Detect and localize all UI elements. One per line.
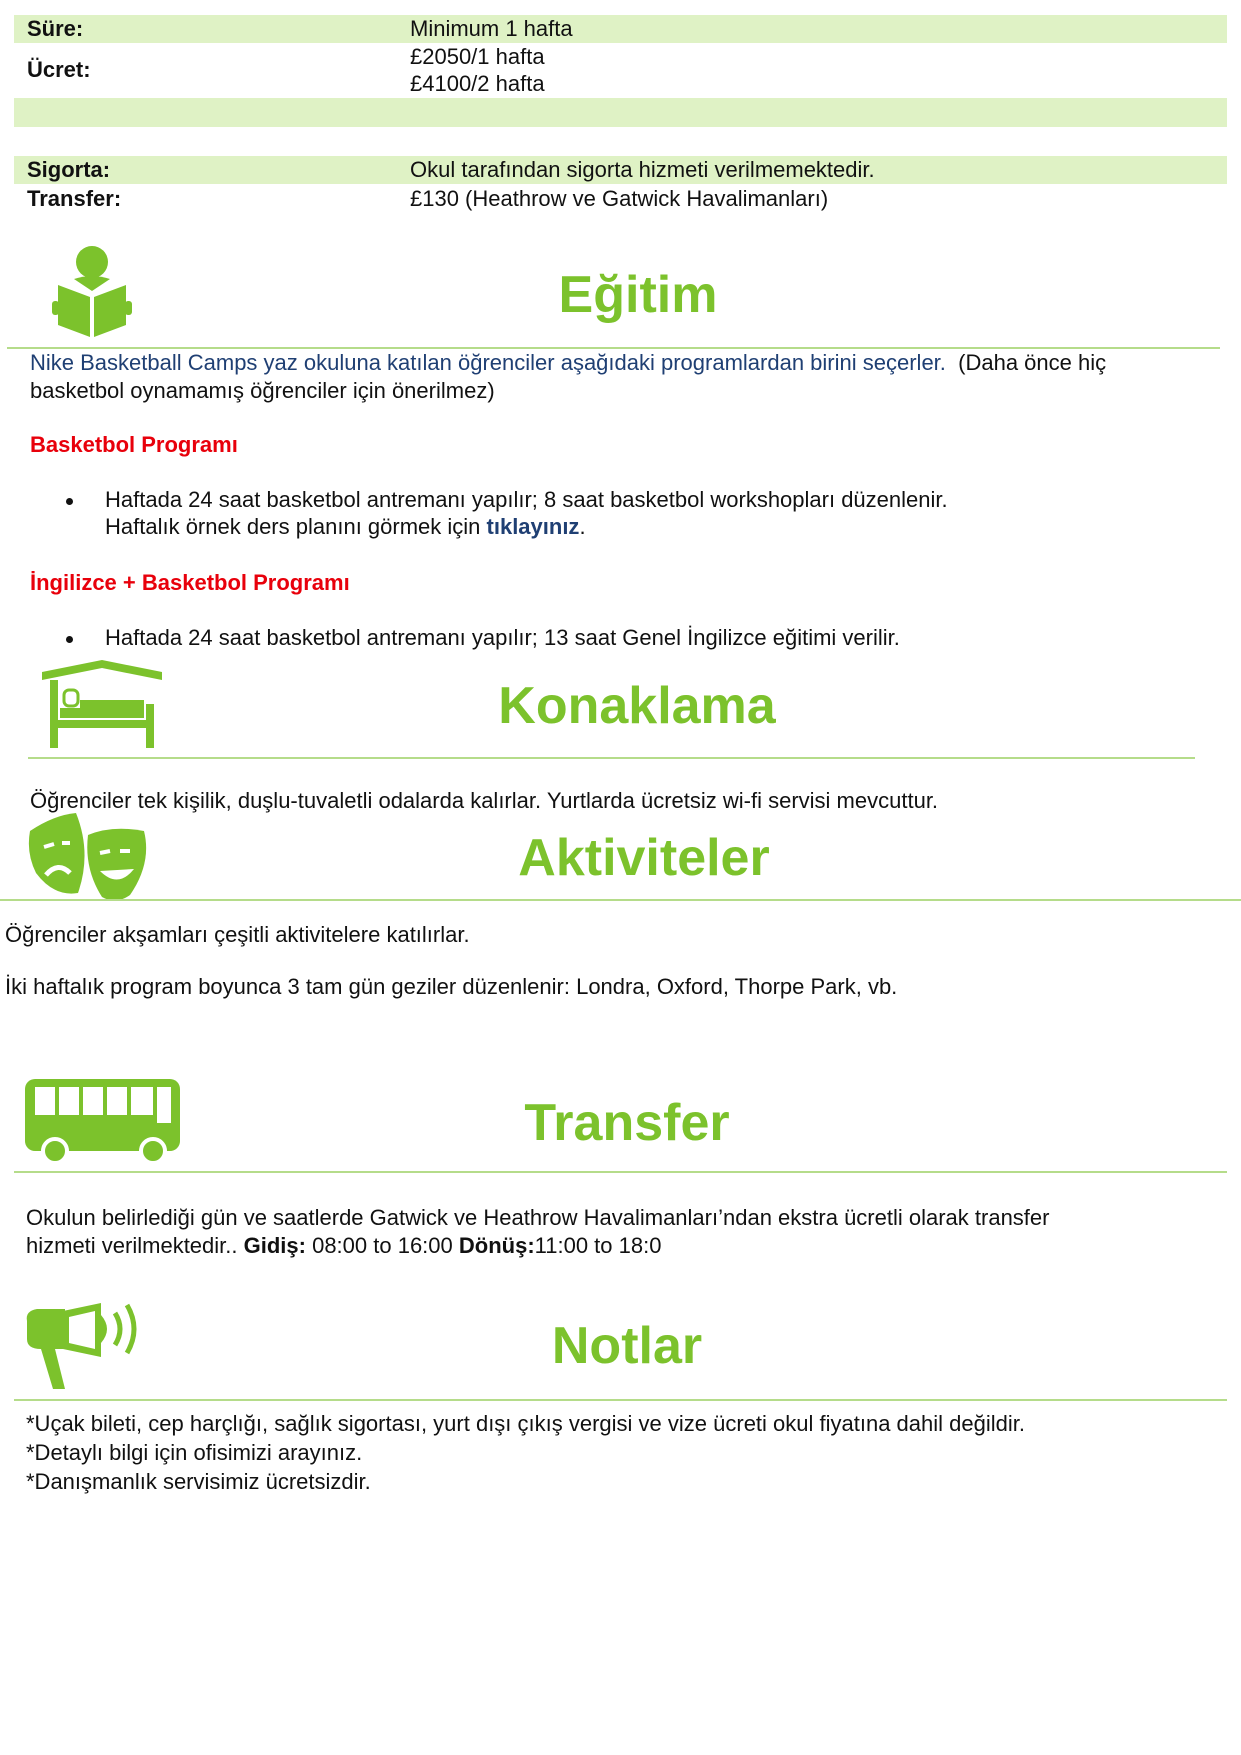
- fee-value-2: £4100/2 hafta: [410, 71, 545, 96]
- bullet-icon: [66, 636, 73, 643]
- return-value: 11:00 to 18:0: [534, 1233, 662, 1258]
- note-item: *Detaylı bilgi için ofisimizi arayınız.: [26, 1440, 363, 1465]
- transfer-value: £130 (Heathrow ve Gatwick Havalimanları): [410, 186, 829, 211]
- note-item: *Danışmanlık servisimiz ücretsizdir.: [26, 1469, 371, 1494]
- section-title-transfer: Transfer: [524, 1094, 730, 1152]
- intro-note: (Daha önce hiç: [958, 350, 1107, 375]
- program-heading: İngilizce + Basketbol Programı: [30, 570, 350, 595]
- program-detail: Haftada 24 saat basketbol antremanı yapılır; 8 saat basketbol workshopları düzenlenir.: [105, 487, 948, 512]
- duration-value: Minimum 1 hafta: [410, 16, 573, 41]
- bed-house-icon: [40, 660, 164, 750]
- departure-value: 08:00 to 16:00: [305, 1233, 459, 1258]
- megaphone-icon: [25, 1303, 143, 1389]
- section-title-accommodation: Konaklama: [498, 677, 776, 735]
- section-title-notes: Notlar: [551, 1317, 703, 1375]
- divider: [0, 899, 1241, 901]
- duration-label: Süre:: [27, 16, 84, 41]
- activities-text: Öğrenciler akşamları çeşitli aktivitelere katılırlar.: [5, 922, 470, 947]
- period: .: [579, 514, 586, 539]
- reading-person-icon: [52, 245, 132, 339]
- table-band: [14, 15, 1227, 43]
- note-item: *Uçak bileti, cep harçlığı, sağlık sigortası, yurt dışı çıkış vergisi ve vize ücreti okul fiyatına dahil değildir.: [26, 1411, 1025, 1436]
- table-band-empty: [14, 98, 1227, 127]
- bullet-icon: [66, 498, 73, 505]
- return-label: Dönüş:: [458, 1233, 535, 1258]
- bus-icon: [25, 1079, 183, 1165]
- theater-masks-icon: [26, 813, 154, 903]
- program-detail: Haftada 24 saat basketbol antremanı yapılır; 13 saat Genel İngilizce eğitimi verilir.: [105, 625, 900, 650]
- insurance-label: Sigorta:: [27, 157, 111, 182]
- activities-trips: İki haftalık program boyunca 3 tam gün geziler düzenlenir: Londra, Oxford, Thorpe Park, vb.: [5, 974, 898, 999]
- fee-label: Ücret:: [27, 57, 91, 82]
- intro-text: Nike Basketball Camps yaz okuluna katılan öğrenciler aşağıdaki programlardan birini seçerler.: [30, 350, 946, 375]
- program-heading: Basketbol Programı: [30, 432, 238, 457]
- section-title-activities: Aktiviteler: [518, 829, 770, 887]
- accommodation-text: Öğrenciler tek kişilik, duşlu-tuvaletli odalarda kalırlar. Yurtlarda ücretsiz wi-fi servisi mevcuttur.: [30, 788, 939, 813]
- departure-label: Gidiş:: [243, 1233, 306, 1258]
- section-title-education: Eğitim: [558, 266, 718, 324]
- program-detail-line2: Haftalık örnek ders planını görmek için: [105, 514, 487, 539]
- intro-note-line2: basketbol oynamamış öğrenciler için önerilmez): [30, 378, 495, 403]
- insurance-value: Okul tarafından sigorta hizmeti verilmemektedir.: [410, 157, 875, 182]
- transfer-text: Okulun belirlediği gün ve saatlerde Gatwick ve Heathrow Havalimanları’ndan ekstra ücretli olarak transfer: [26, 1205, 1050, 1230]
- divider: [14, 1399, 1227, 1401]
- fee-value-1: £2050/1 hafta: [410, 44, 545, 69]
- divider: [14, 1171, 1227, 1173]
- divider: [28, 757, 1195, 759]
- transfer-text-line2: hizmeti verilmektedir..: [26, 1233, 244, 1258]
- transfer-label: Transfer:: [27, 186, 122, 211]
- schedule-link[interactable]: tıklayınız: [486, 514, 580, 539]
